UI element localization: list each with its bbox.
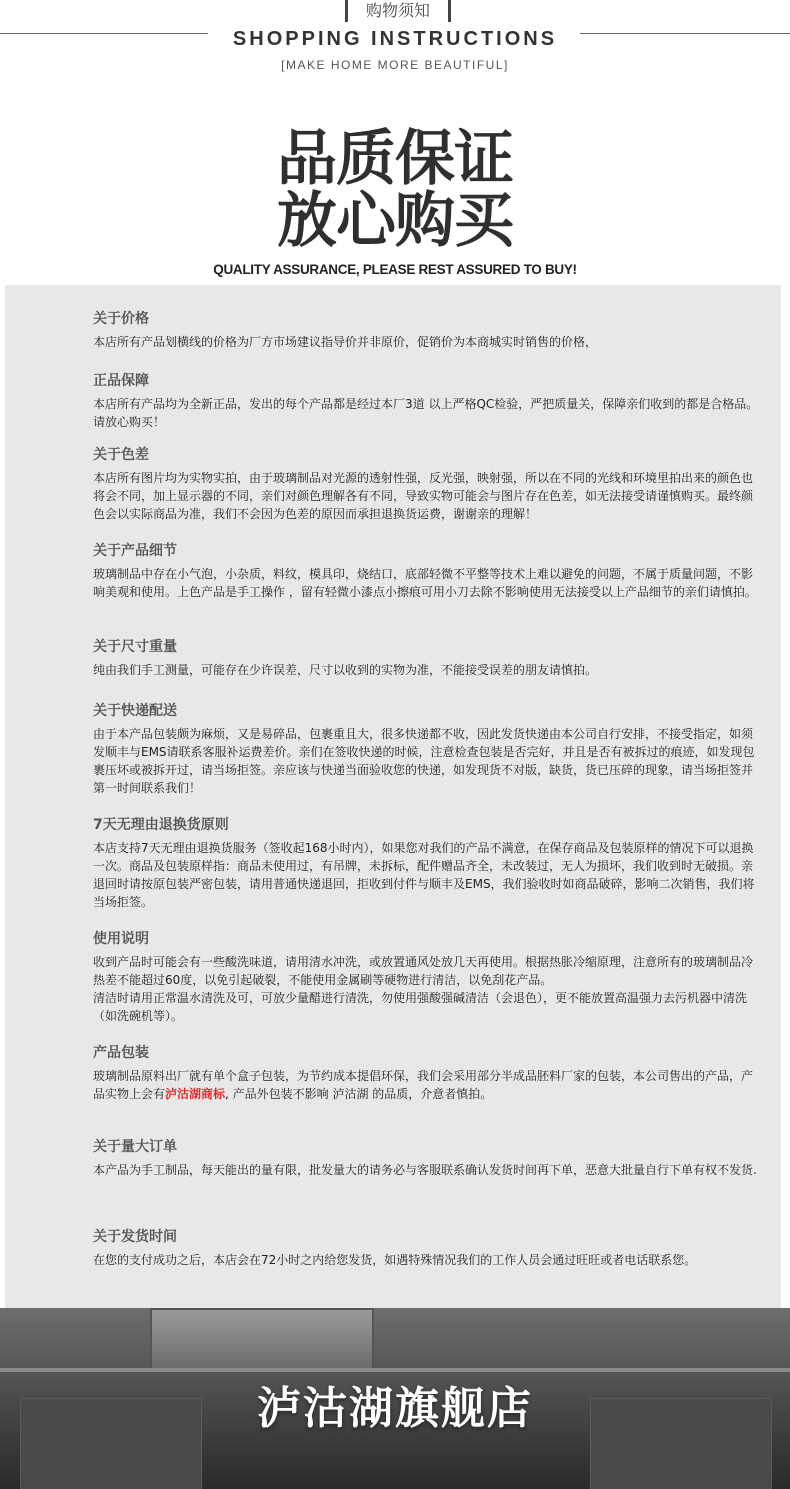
section-body xyxy=(93,1067,759,1103)
section-size xyxy=(93,637,759,679)
section-body: 由于本产品包装颇为麻烦，又是易碎品，包裹重且大，很多快递都不收，因此发货快递由本公司自行安排，不接受指定，如须发顺丰与EMS请联系客服补运费差价。亲们在签收快递的时候，注意检查包装是否完好，并且是否有被拆过的痕迹，如发现包裹压坏或被拆开过，请当场拒签。亲应该与快递当面验收您的快递，如发现货不对版，缺货，货已压碎的现象，请当场拒签并第一时间联系我们！ xyxy=(93,727,755,795)
slogan-line-1: 品质保证 xyxy=(277,124,513,194)
store-name: 泸沽湖旗舰店 xyxy=(257,1383,533,1434)
trademark-highlight: 泸沽湖商标 xyxy=(165,1087,226,1101)
section-price xyxy=(93,309,759,351)
section-title: 正品保障 xyxy=(93,373,149,389)
section-usage xyxy=(93,929,759,1025)
section-body: 纯由我们手工测量，可能存在少许误差，尺寸以收到的实物为准，不能接受误差的朋友请慎拍。 xyxy=(93,663,598,677)
section-body: 在您的支付成功之后，本店会在72小时之内给您发货，如遇特殊情况我们的工作人员会通过旺旺或者电话联系您。 xyxy=(93,1253,697,1267)
section-body: 本店所有图片均为实物实拍，由于玻璃制品对光源的透射性强，反光强，映射强，所以在不同的光线和环境里拍出来的颜色也将会不同，加上显示器的不同，亲们对颜色理解各有不同，导致实物可能会与图片存在色差，如无法接受请谨慎购买。最终颜色会以实际商品为准，我们不会因为色差的原因而承担退换货运费，谢谢亲的理解！ xyxy=(93,471,754,521)
section-returns xyxy=(93,815,759,911)
section-title: 关于量大订单 xyxy=(93,1139,177,1155)
instructions-panel xyxy=(5,285,781,1308)
section-packaging xyxy=(93,1043,759,1103)
slogan-block xyxy=(0,124,790,277)
section-shipping xyxy=(93,701,759,797)
section-bulk-orders xyxy=(93,1137,759,1179)
slogan-en: QUALITY ASSURANCE, PLEASE REST ASSURED TO BUY! xyxy=(213,262,577,277)
slogan-line-2: 放心购买 xyxy=(277,186,513,256)
section-title: 产品包装 xyxy=(93,1045,149,1061)
packaging-text-post: , 产品外包装不影响 泸沽湖 的品质，介意者慎拍。 xyxy=(225,1087,493,1101)
header-cn-title: 购物须知 xyxy=(345,0,451,22)
section-delivery-time xyxy=(93,1227,759,1269)
section-body: 收到产品时可能会有一些酸洗味道，请用清水冲洗，或放置通风处放几天再使用。根据热胀冷缩原理，注意所有的玻璃制品冷热差不能超过60度，以免引起破裂，不能使用金属刷等硬物进行清洁，以免刮花产品。 xyxy=(93,955,754,987)
section-title: 关于产品细节 xyxy=(93,543,177,559)
section-details xyxy=(93,541,759,601)
section-title: 关于尺寸重量 xyxy=(93,639,177,655)
section-body: 本店所有产品均为全新正品，发出的每个产品都是经过本厂3道 以上严格QC检验，严把质量关，保障亲们收到的都是合格品。请放心购买！ xyxy=(93,397,759,429)
packaging-text-pre: 玻璃制品原料出厂就有单个盒子包装，为节约成本提倡环保，我们会采用部分半成品胚料厂家的包装，本公司售出的产品，产品实物上会有 xyxy=(93,1069,754,1101)
header-en-subtitle: [MAKE HOME MORE BEAUTIFUL] xyxy=(281,58,509,72)
section-title: 关于发货时间 xyxy=(93,1229,177,1245)
section-body: 本产品为手工制品，每天能出的量有限，批发量大的请务必与客服联系确认发货时间再下单，恶意大批量自行下单有权不发货. xyxy=(93,1163,757,1177)
store-banner xyxy=(0,1308,790,1489)
kitchen-window-graphic xyxy=(150,1308,374,1372)
section-title: 关于价格 xyxy=(93,311,149,327)
section-title: 关于快递配送 xyxy=(93,703,177,719)
section-body-2: 清洁时请用正常温水清洗及可，可放少量醋进行清洗，勿使用强酸强碱清洁（会退色），更不能放置高温强力去污机器中清洗（如洗碗机等）。 xyxy=(93,991,748,1023)
page-header xyxy=(0,0,790,90)
section-authentic xyxy=(93,371,759,431)
section-title: 7天无理由退换货原则 xyxy=(93,817,229,833)
section-color xyxy=(93,445,759,523)
section-title: 使用说明 xyxy=(93,931,149,947)
section-title: 关于色差 xyxy=(93,447,149,463)
section-body: 玻璃制品中存在小气泡，小杂质，料纹，模具印，烧结口，底部轻微不平整等技术上难以避免的问题，不属于质量问题，不影响美观和使用。上色产品是手工操作 ，留有轻微小漆点小擦痕可用小刀去除不影响使用无法接受以上产品细节的亲们请慎拍。 xyxy=(93,567,757,599)
section-body: 本店所有产品划横线的价格为厂方市场建议指导价并非原价，促销价为本商城实时销售的价格， xyxy=(93,335,598,349)
section-body: 本店支持7天无理由退换货服务（签收起168小时内），如果您对我们的产品不满意，在保存商品及包装原样的情况下可以退换一次。商品及包装原样指：商品未使用过，有吊牌，未拆标，配件赠品齐全，未改装过，无人为损坏，我们收到时无破损。亲退回时请按原包装严密包装，请用普通快递退回，拒收到付件与顺丰及EMS，我们验收时如商品破碎，影响二次销售，我们将当场拒签。 xyxy=(93,841,755,909)
header-en-title: SHOPPING INSTRUCTIONS xyxy=(232,28,558,50)
